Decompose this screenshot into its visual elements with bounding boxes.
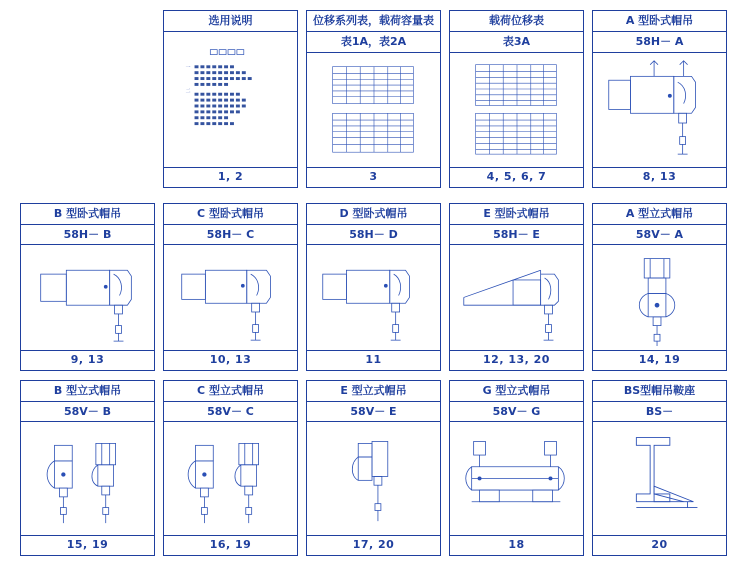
card-header: A 型立式帽吊 xyxy=(593,204,726,225)
card-type-e-horizontal[interactable] xyxy=(449,203,584,371)
card-header: BS型帽吊鞍座 xyxy=(593,381,726,402)
card-type-d-horizontal[interactable] xyxy=(306,203,441,371)
card-footer: 4, 5, 6, 7 xyxy=(450,167,583,187)
card-subheader: BS－ xyxy=(593,402,726,423)
card-footer: 8, 13 xyxy=(593,167,726,187)
card-footer: 9, 13 xyxy=(21,350,154,370)
card-drawing-tables xyxy=(307,53,440,168)
card-header: 位移系列表，载荷容量表 xyxy=(307,11,440,32)
card-subheader: 58H－ A xyxy=(593,32,726,53)
card-drawing-vert-a xyxy=(593,245,726,350)
card-header: G 型立式帽吊 xyxy=(450,381,583,402)
card-footer: 10, 13 xyxy=(164,350,297,370)
card-drawing-vert-e xyxy=(307,422,440,535)
card-header: B 型立式帽吊 xyxy=(21,381,154,402)
card-subheader: 表3A xyxy=(450,32,583,53)
card-footer: 12, 13, 20 xyxy=(450,350,583,370)
card-subheader: 58V－ C xyxy=(164,402,297,423)
card-subheader: 58V－ E xyxy=(307,402,440,423)
card-drawing-text-block xyxy=(164,32,297,167)
card-type-c-horizontal[interactable] xyxy=(163,203,298,371)
card-footer: 3 xyxy=(307,167,440,187)
card-type-g-vertical[interactable] xyxy=(449,380,584,556)
card-header: C 型立式帽吊 xyxy=(164,381,297,402)
card-subheader: 58V－ B xyxy=(21,402,154,423)
card-bs-saddle[interactable] xyxy=(592,380,727,556)
card-drawing-horiz-d xyxy=(307,245,440,350)
card-footer: 1, 2 xyxy=(164,167,297,187)
svg-text:一: 一 xyxy=(185,65,191,72)
card-header: 选用说明 xyxy=(164,11,297,32)
card-header: D 型卧式帽吊 xyxy=(307,204,440,225)
card-displacement-series[interactable] xyxy=(306,10,441,188)
card-footer: 20 xyxy=(593,535,726,555)
card-subheader: 58V－ A xyxy=(593,225,726,246)
card-drawing-vert-b xyxy=(21,422,154,535)
card-type-a-horizontal[interactable] xyxy=(592,10,727,188)
card-footer: 15, 19 xyxy=(21,535,154,555)
card-selection-notes[interactable] xyxy=(163,10,298,188)
card-header: A 型卧式帽吊 xyxy=(593,11,726,32)
card-drawing-vert-c xyxy=(164,422,297,535)
card-footer: 14, 19 xyxy=(593,350,726,370)
card-drawing-horiz-a xyxy=(593,53,726,168)
card-subheader: 58H－ D xyxy=(307,225,440,246)
card-footer: 17, 20 xyxy=(307,535,440,555)
card-header: E 型卧式帽吊 xyxy=(450,204,583,225)
card-type-e-vertical[interactable] xyxy=(306,380,441,556)
card-drawing-tables xyxy=(450,53,583,168)
card-drawing-horiz-b xyxy=(21,245,154,350)
card-subheader: 表1A，表2A xyxy=(307,32,440,53)
card-type-a-vertical[interactable] xyxy=(592,203,727,371)
card-subheader: 58H－ E xyxy=(450,225,583,246)
card-drawing-horiz-e xyxy=(450,245,583,350)
card-header: B 型卧式帽吊 xyxy=(21,204,154,225)
card-subheader: 58V－ G xyxy=(450,402,583,423)
card-drawing-horiz-c xyxy=(164,245,297,350)
card-load-displacement[interactable] xyxy=(449,10,584,188)
card-footer: 18 xyxy=(450,535,583,555)
card-type-b-horizontal[interactable] xyxy=(20,203,155,371)
card-type-b-vertical[interactable] xyxy=(20,380,155,556)
card-type-c-vertical[interactable] xyxy=(163,380,298,556)
card-subheader: 58H－ C xyxy=(164,225,297,246)
card-subheader: 58H－ B xyxy=(21,225,154,246)
card-header: 载荷位移表 xyxy=(450,11,583,32)
card-header: C 型卧式帽吊 xyxy=(164,204,297,225)
card-drawing-saddle xyxy=(593,422,726,535)
card-footer: 16, 19 xyxy=(164,535,297,555)
card-header: E 型立式帽吊 xyxy=(307,381,440,402)
svg-text:二: 二 xyxy=(185,88,191,95)
card-drawing-vert-g xyxy=(450,422,583,535)
card-footer: 11 xyxy=(307,350,440,370)
